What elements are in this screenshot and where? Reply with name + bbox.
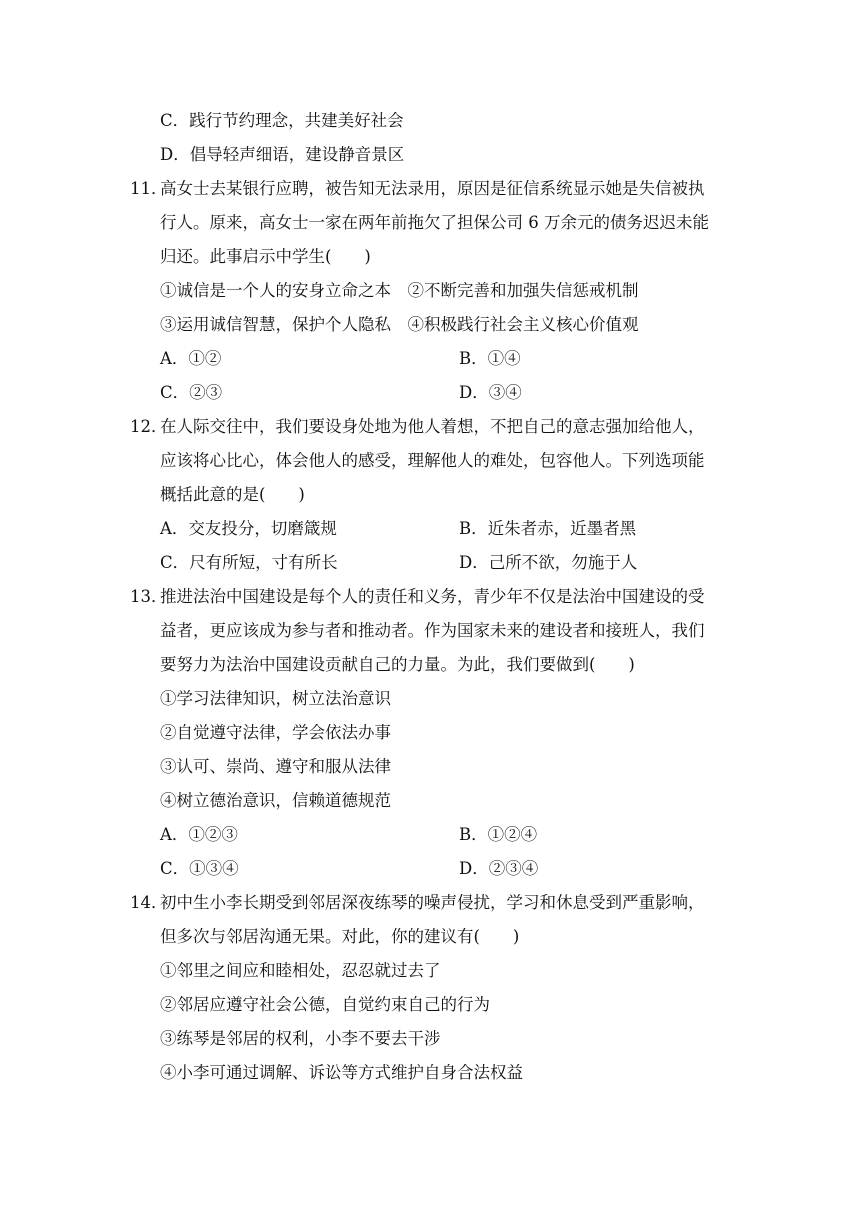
- question-number: 11．: [130, 179, 168, 198]
- option-c: C．②③: [160, 383, 223, 402]
- option-c: C．践行节约理念，共建美好社会: [160, 111, 404, 130]
- question-number: 14．: [130, 893, 168, 912]
- statement-line: ①诚信是一个人的安身立命之本 ②不断完善和加强失信惩戒机制: [160, 281, 639, 300]
- statement-line: ②邻居应遵守社会公德，自觉约束自己的行为: [160, 995, 490, 1014]
- option-d: D．己所不欲，勿施于人: [459, 553, 638, 572]
- statement-line: ④树立德治意识，信赖道德规范: [160, 791, 391, 810]
- option-d: D．③④: [459, 383, 522, 402]
- statement-line: ③练琴是邻居的权利，小李不要去干涉: [160, 1029, 441, 1048]
- statement-line: ①学习法律知识，树立法治意识: [160, 689, 391, 708]
- question-number: 12．: [130, 417, 168, 436]
- question-stem-line: 应该将心比心，体会他人的感受，理解他人的难处，包容他人。下列选项能: [160, 451, 705, 470]
- option-b: B．①④: [459, 349, 521, 368]
- option-d: D．②③④: [459, 859, 539, 878]
- question-stem-line: 归还。此事启示中学生( ): [160, 247, 371, 266]
- question-stem-line: 概括此意的是( ): [160, 485, 305, 504]
- option-b: B．近朱者赤，近墨者黑: [459, 519, 637, 538]
- option-b: B．①②④: [459, 825, 538, 844]
- question-number: 13．: [130, 587, 168, 606]
- question-stem-line: 行人。原来，高女士一家在两年前拖欠了担保公司 6 万余元的债务迟迟未能: [160, 213, 709, 232]
- question-stem-line: 益者，更应该成为参与者和推动者。作为国家未来的建设者和接班人，我们: [160, 621, 705, 640]
- statement-line: ④小李可通过调解、诉讼等方式维护自身合法权益: [160, 1063, 523, 1082]
- option-c: C．尺有所短，寸有所长: [160, 553, 338, 572]
- option-a: A．①②: [160, 349, 222, 368]
- option-a: A．①②③: [160, 825, 238, 844]
- question-stem-line: 但多次与邻居沟通无果。对此，你的建议有( ): [160, 927, 520, 946]
- question-stem-line: 在人际交往中，我们要设身处地为他人着想，不把自己的意志强加给他人，: [160, 417, 705, 436]
- question-stem-line: 要努力为法治中国建设贡献自己的力量。为此，我们要做到( ): [160, 655, 635, 674]
- statement-line: ②自觉遵守法律，学会依法办事: [160, 723, 391, 742]
- statement-line: ①邻里之间应和睦相处，忍忍就过去了: [160, 961, 441, 980]
- option-d: D．倡导轻声细语，建设静音景区: [160, 145, 405, 164]
- statement-line: ③认可、崇尚、遵守和服从法律: [160, 757, 391, 776]
- option-c: C．①③④: [160, 859, 239, 878]
- option-a: A．交友投分，切磨箴规: [160, 519, 337, 538]
- question-stem-line: 高女士去某银行应聘，被告知无法录用，原因是征信系统显示她是失信被执: [160, 179, 705, 198]
- question-stem-line: 推进法治中国建设是每个人的责任和义务，青少年不仅是法治中国建设的受: [160, 587, 705, 606]
- statement-line: ③运用诚信智慧，保护个人隐私 ④积极践行社会主义核心价值观: [160, 315, 639, 334]
- question-stem-line: 初中生小李长期受到邻居深夜练琴的噪声侵扰，学习和休息受到严重影响，: [160, 893, 705, 912]
